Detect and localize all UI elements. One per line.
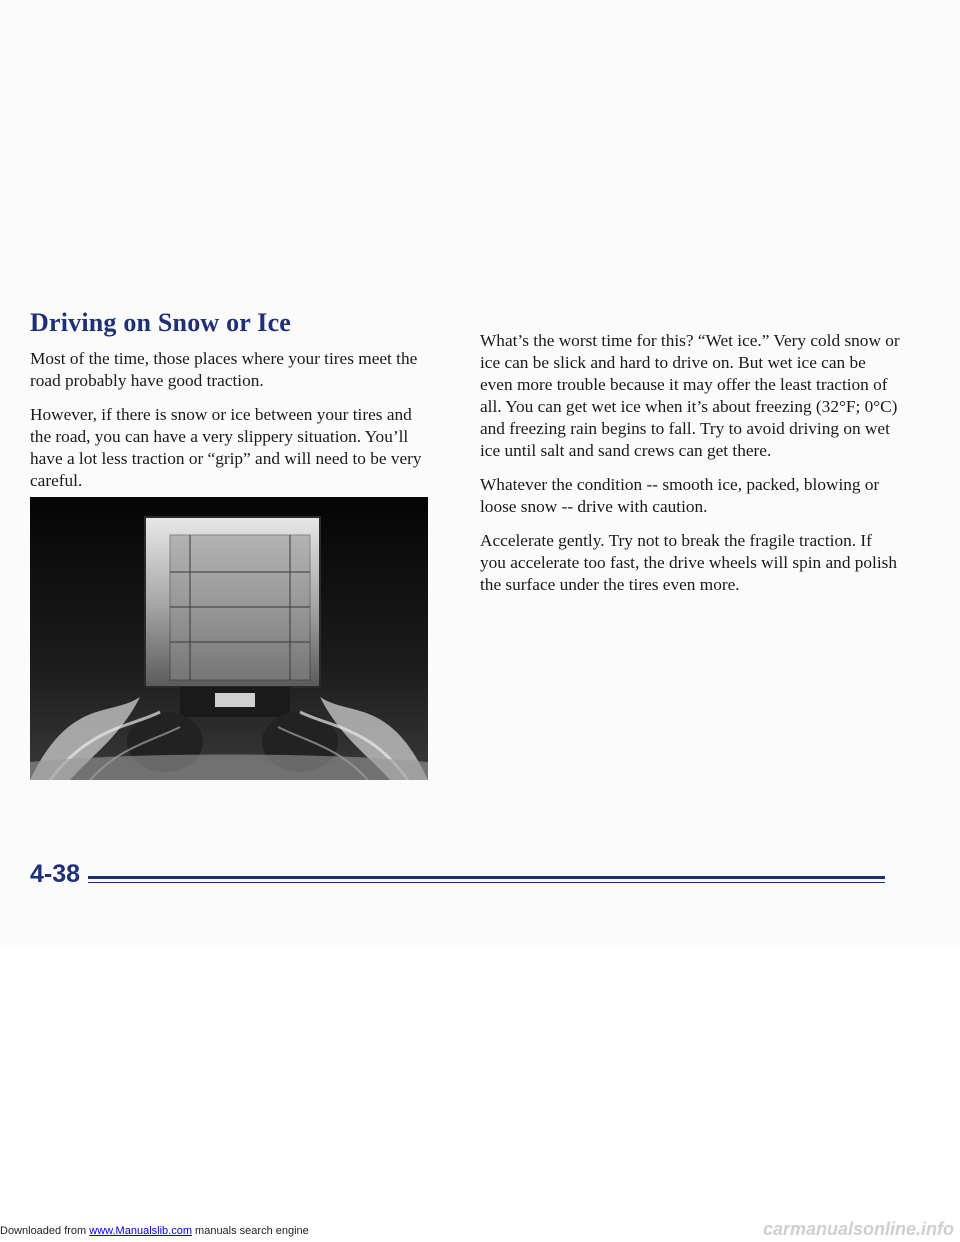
truck-illustration [30, 497, 428, 780]
manualslib-link[interactable]: www.Manualslib.com [89, 1225, 192, 1237]
footer-suffix: manuals search engine [191, 1225, 309, 1237]
paragraph: Most of the time, those places where your tires meet the road probably have good traction. [30, 349, 418, 390]
footer-prefix: Downloaded from [0, 1225, 90, 1237]
truck-in-snow-photo [30, 497, 428, 780]
divider [88, 876, 885, 879]
divider [88, 882, 885, 883]
page-footer-rule [30, 860, 885, 900]
download-footer [0, 1225, 309, 1237]
left-column [30, 308, 428, 504]
paragraph: What’s the worst time for this? “Wet ice.” Very cold snow or ice can be slick and hard to drive on. But wet ice can be even more trouble because it may offer the least traction of all. You can get wet ice when it’s about freezing (32°F; 0°C) and freezing rain begins to fall. Try to avoid driving on wet ice until salt and sand crews can get there. [480, 331, 900, 460]
paragraph: However, if there is snow or ice between your tires and the road, you can have a very slippery situation. You’ll have a lot less traction or “grip” and will need to be very careful. [30, 405, 422, 490]
page-number: 4-38 [30, 860, 81, 888]
section-heading: Driving on Snow or Ice [30, 308, 292, 337]
right-column [480, 330, 900, 608]
watermark-logo: carmanualsonline.info [762, 1219, 954, 1239]
paragraph: Accelerate gently. Try not to break the fragile traction. If you accelerate too fast, the drive wheels will spin and polish the surface under the tires even more. [480, 531, 898, 594]
paragraph: Whatever the condition -- smooth ice, packed, blowing or loose snow -- drive with caution. [480, 475, 880, 516]
